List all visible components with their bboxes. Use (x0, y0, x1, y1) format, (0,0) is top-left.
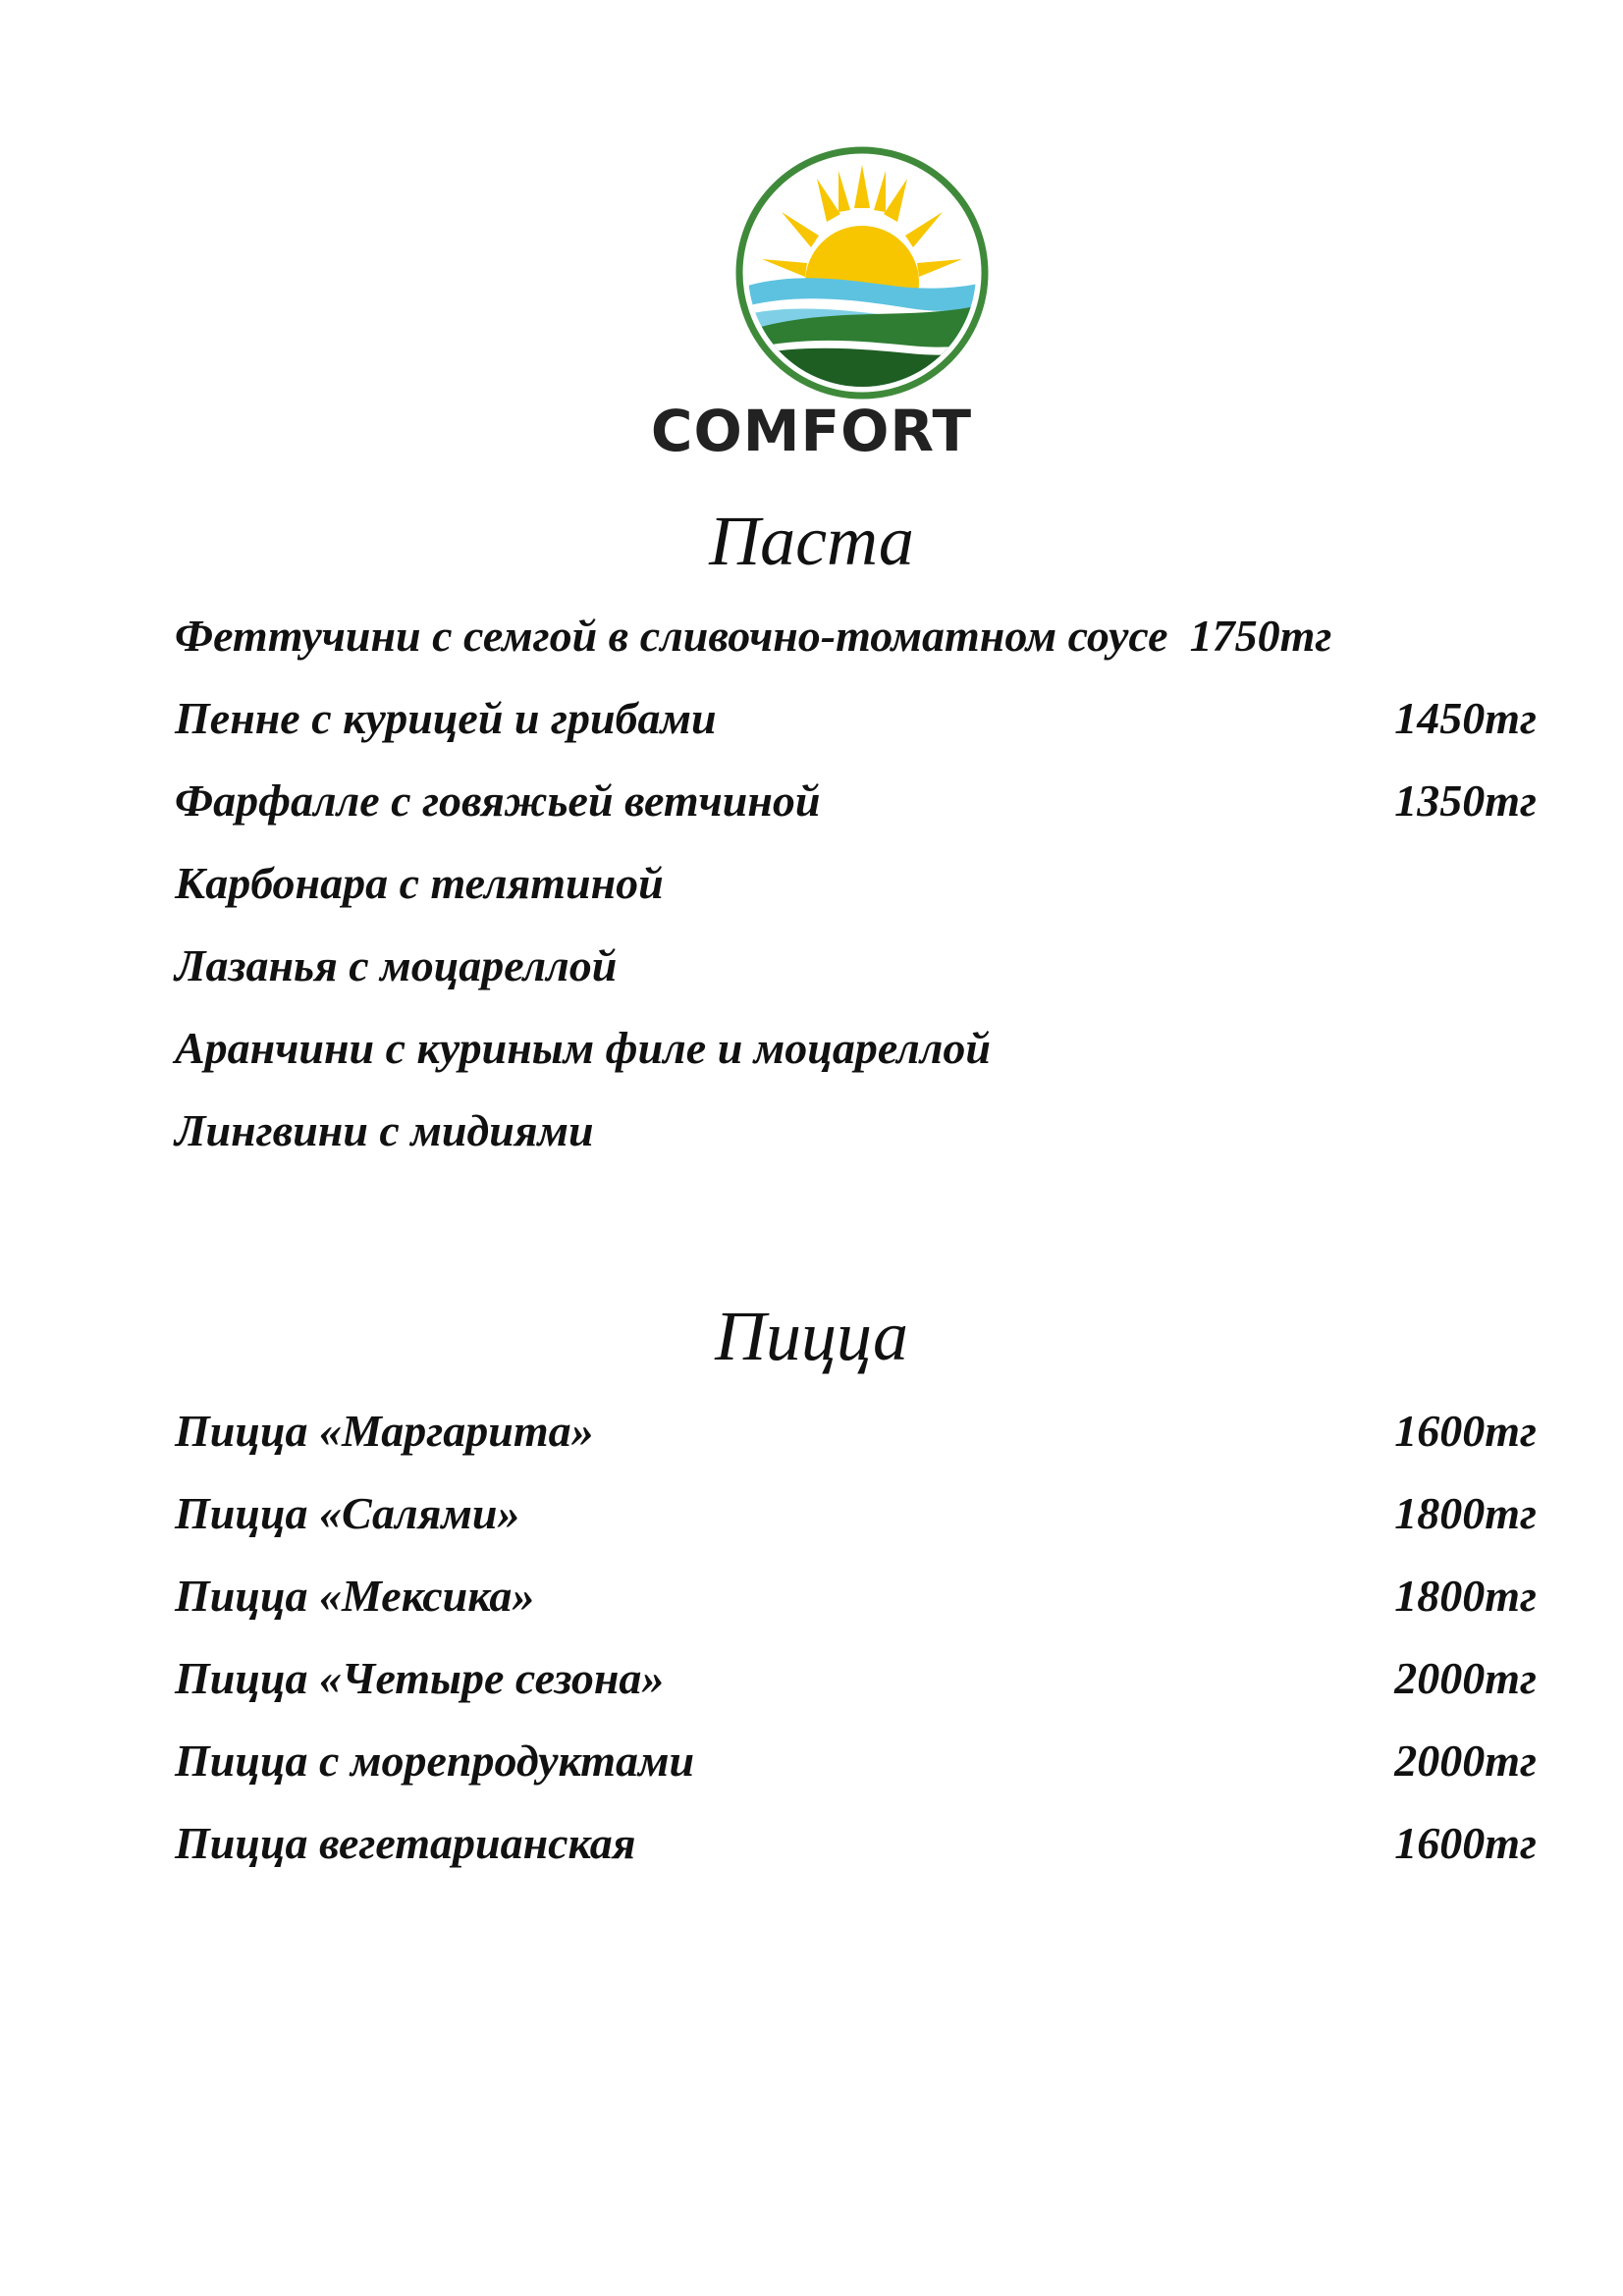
menu-item-name: Пицца с морепродуктами (175, 1735, 695, 1786)
menu-item (175, 1567, 1537, 1649)
menu-item-name: Пенне с курицей и грибами (175, 693, 717, 743)
comfort-logo-icon (732, 143, 992, 402)
menu-item-name: Пицца «Четыре сезона» (175, 1653, 665, 1703)
menu-item-price: 1800тг (1394, 1488, 1537, 1538)
menu-item-name: Пицца «Мексика» (175, 1571, 535, 1621)
menu-item-price: 2000тг (1394, 1653, 1537, 1703)
menu-item (175, 1732, 1537, 1814)
menu-item (175, 854, 1537, 936)
section-title-pizza: Пицца (715, 1297, 908, 1375)
menu-item (175, 607, 1537, 689)
menu-item-price: 1450тг (1394, 693, 1537, 743)
menu-item-price: 2000тг (1394, 1735, 1537, 1786)
menu-item-name: Феттучини с семгой в сливочно-томатном соусе (175, 611, 1168, 661)
pizza-menu-list (175, 1402, 1537, 1896)
menu-item-name: Лингвини с мидиями (175, 1105, 594, 1155)
menu-item-price: 1600тг (1394, 1406, 1537, 1456)
menu-item-name: Пицца «Салями» (175, 1488, 520, 1538)
menu-item-price: 1750тг (1189, 611, 1332, 661)
menu-item-name: Карбонара с телятиной (175, 858, 664, 908)
menu-item (175, 1019, 1537, 1101)
menu-item (175, 1814, 1537, 1896)
brand-name: COMFORT (650, 398, 973, 464)
menu-item-name: Пицца вегетарианская (175, 1818, 636, 1868)
menu-item-price: 1800тг (1394, 1571, 1537, 1621)
menu-item (175, 772, 1537, 854)
menu-item-price: 1350тг (1394, 775, 1537, 826)
pasta-menu-list (175, 607, 1537, 1184)
menu-item-name: Фарфалле с говяжьей ветчиной (175, 775, 821, 826)
menu-item (175, 689, 1537, 772)
menu-item-name: Лазанья с моцареллой (175, 940, 618, 990)
menu-item (175, 1484, 1537, 1567)
menu-item-price: 1600тг (1394, 1818, 1537, 1868)
menu-item (175, 936, 1537, 1019)
menu-item (175, 1101, 1537, 1184)
menu-item (175, 1649, 1537, 1732)
menu-item-name: Аранчини с куриным филе и моцареллой (175, 1023, 991, 1073)
menu-item (175, 1402, 1537, 1484)
section-title-pasta: Паста (709, 502, 914, 580)
menu-item-name: Пицца «Маргарита» (175, 1406, 594, 1456)
